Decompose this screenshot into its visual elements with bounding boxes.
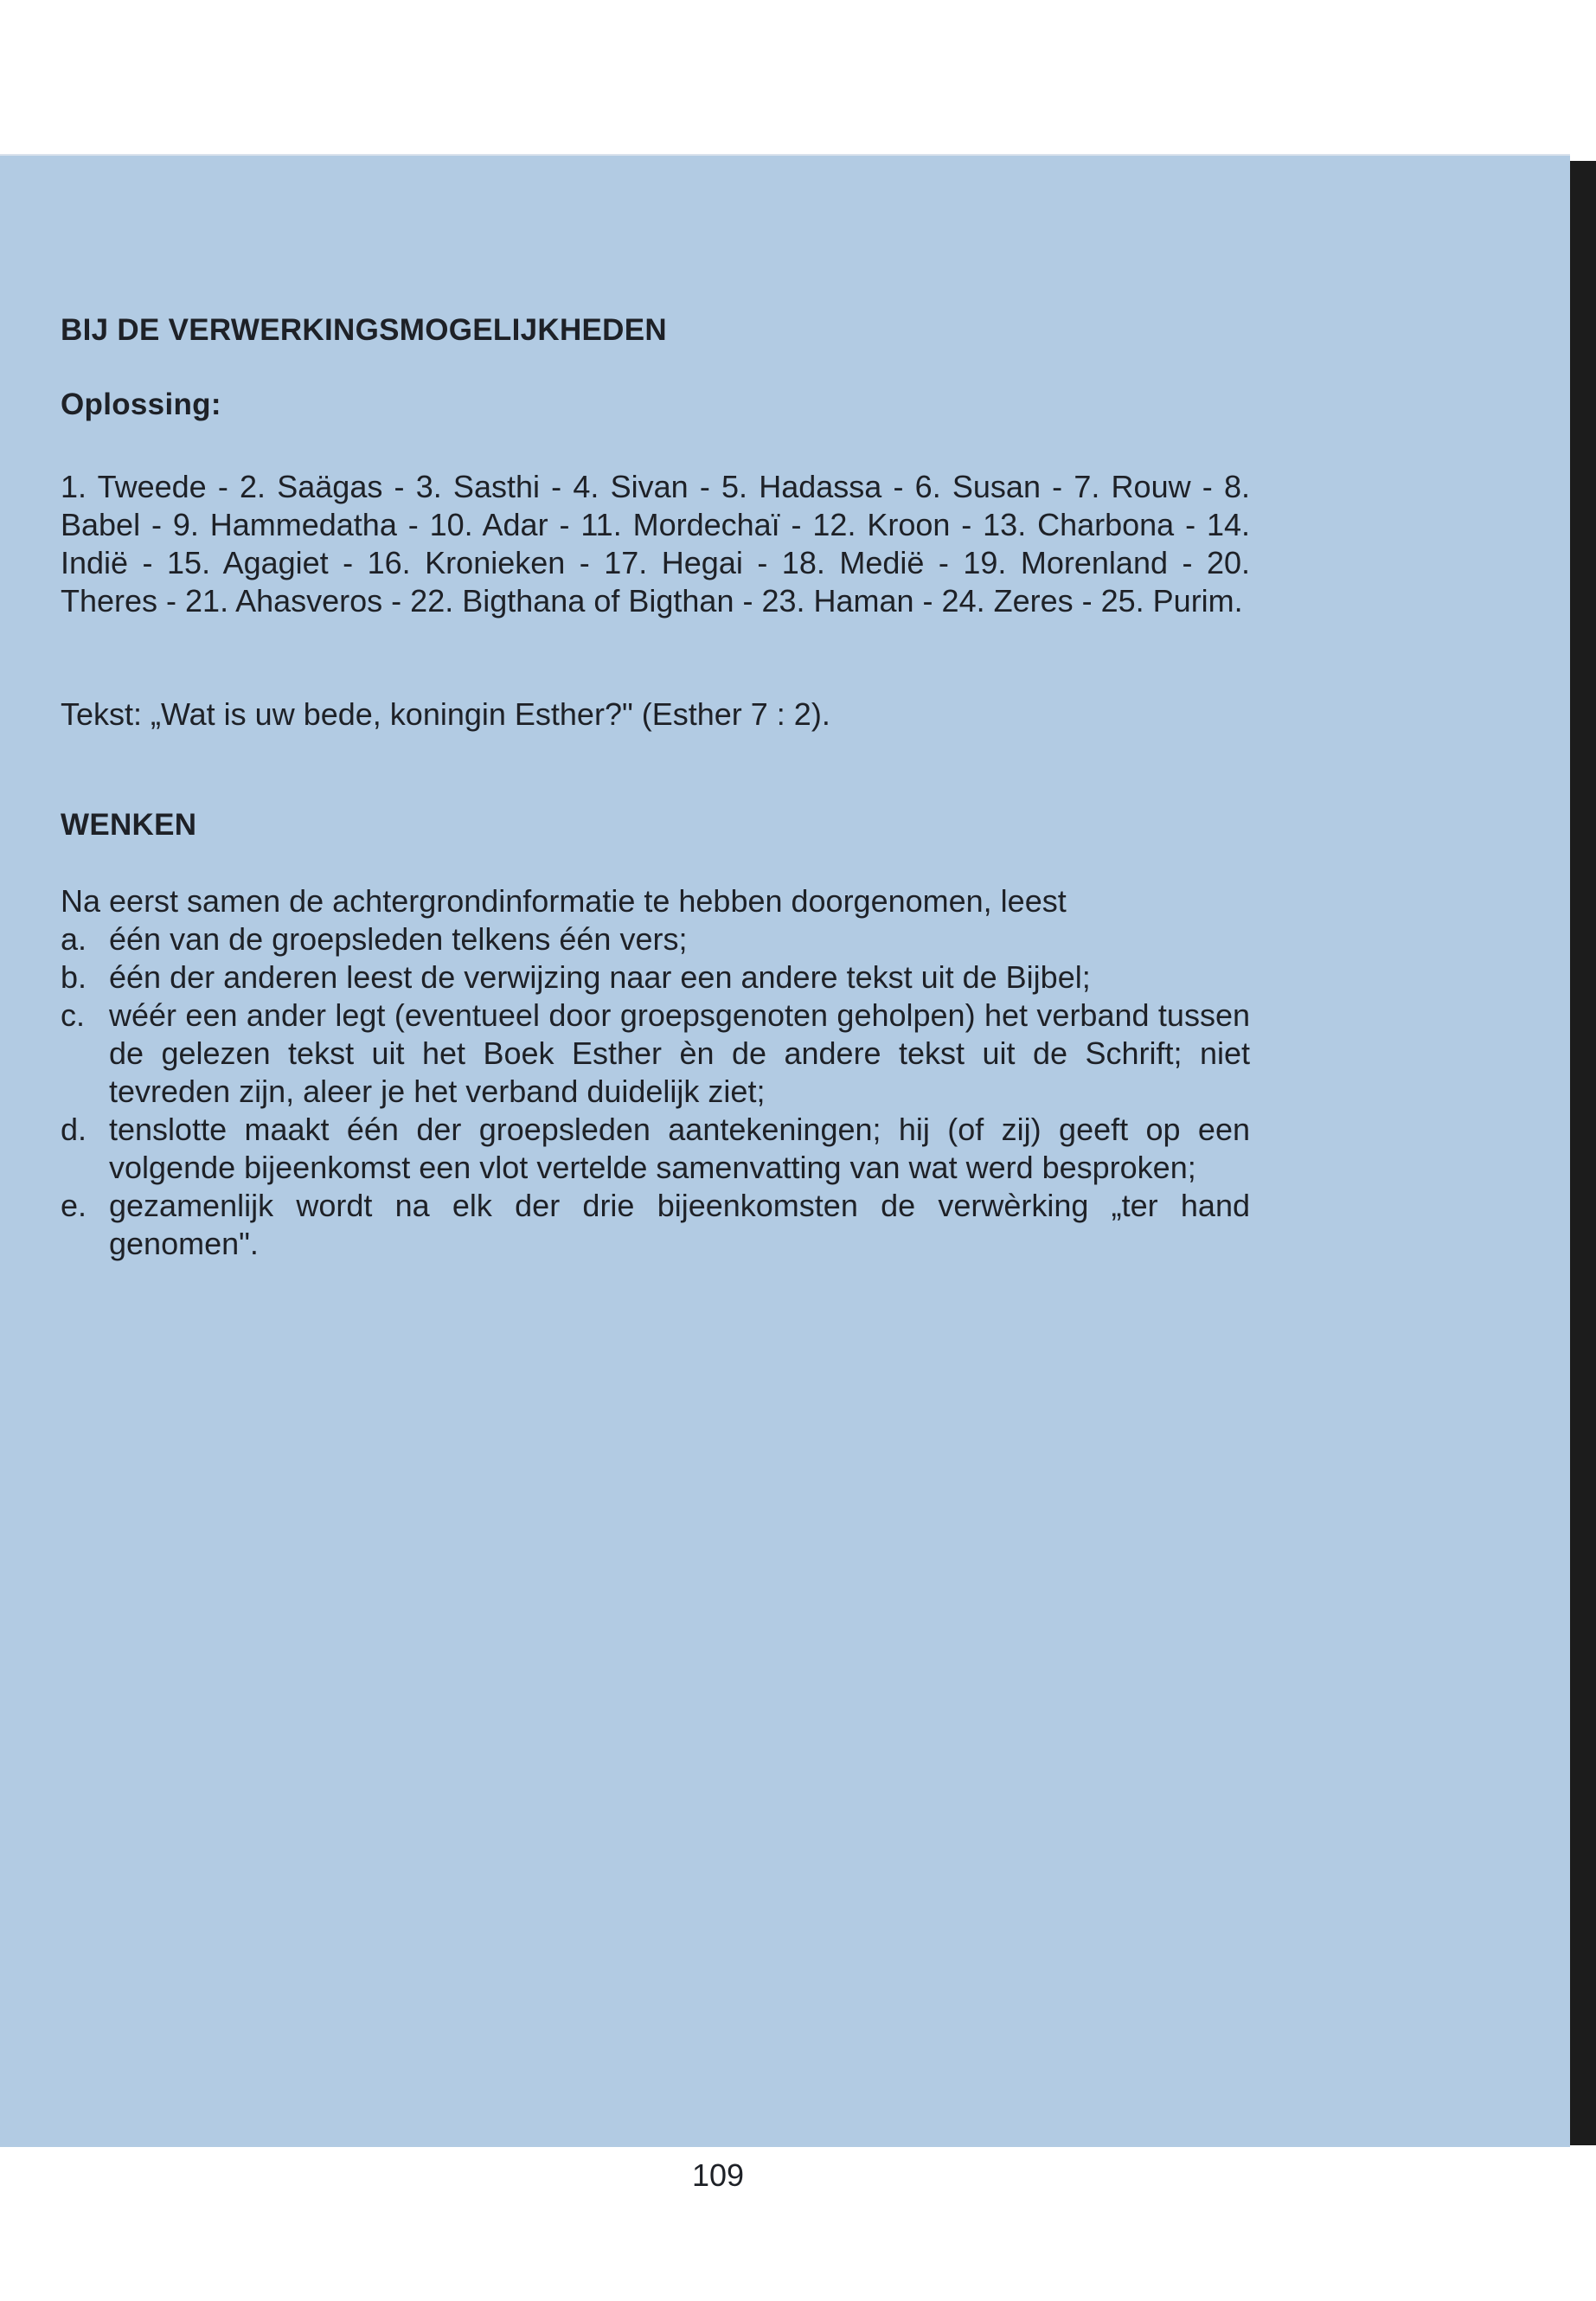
- tekst-line: Tekst: „Wat is uw bede, koningin Esther?" (Esther 7 : 2).: [61, 696, 830, 732]
- wenken-heading: WENKEN: [61, 808, 197, 842]
- list-item: [61, 997, 1250, 1111]
- list-item-text: één der anderen leest de verwijzing naar een andere tekst uit de Bijbel;: [109, 959, 1091, 995]
- list-item-letter: d.: [61, 1112, 87, 1147]
- list-item: [61, 920, 1250, 958]
- solution-text: 1. Tweede - 2. Saägas - 3. Sasthi - 4. Sivan - 5. Hadassa - 6. Susan - 7. Rouw - 8. Babel - 9. Hammedatha - 10. Adar - 11. Mordechaï - 12. Kroon - 13. Charbona - 14. Indië - 15. Agagiet - 16. Kronieken - 17. Hegai - 18. Medië - 19. Morenland - 20. Theres - 21. Ahasveros - 22. Bigthana of Bigthan - 23. Haman - 24. Zeres - 25. Purim.: [61, 469, 1250, 619]
- list-item: [61, 958, 1250, 997]
- wenken-intro: Na eerst samen de achtergrondinformatie te hebben doorgenomen, leest: [61, 883, 1067, 919]
- book-spine-edge: [1570, 161, 1596, 2145]
- list-item-text: tenslotte maakt één der groepsleden aantekeningen; hij (of zij) geeft op een volgende bijeenkomst een vlot vertelde samenvatting van wat werd besproken;: [109, 1112, 1250, 1185]
- list-item-letter: c.: [61, 997, 86, 1033]
- list-item-text: gezamenlijk wordt na elk der drie bijeenkomsten de verwèrking „ter hand genomen".: [109, 1188, 1250, 1261]
- list-item: [61, 1187, 1250, 1263]
- solution-label: Oplossing:: [61, 388, 221, 421]
- list-item-letter: e.: [61, 1188, 87, 1223]
- page-number: 109: [692, 2157, 745, 2193]
- list-item-letter: b.: [61, 959, 87, 995]
- wenken-list: [61, 920, 1250, 1263]
- list-item: [61, 1111, 1250, 1187]
- list-item-text: wéér een ander legt (eventueel door groepsgenoten geholpen) het verband tussen de gelezen tekst uit het Boek Esther èn de andere tekst uit de Schrift; niet tevreden zijn, aleer je het verband duidelijk ziet;: [109, 997, 1250, 1109]
- list-item-letter: a.: [61, 921, 87, 957]
- list-item-text: één van de groepsleden telkens één vers;: [109, 921, 688, 957]
- section-heading: BIJ DE VERWERKINGSMOGELIJKHEDEN: [61, 313, 667, 347]
